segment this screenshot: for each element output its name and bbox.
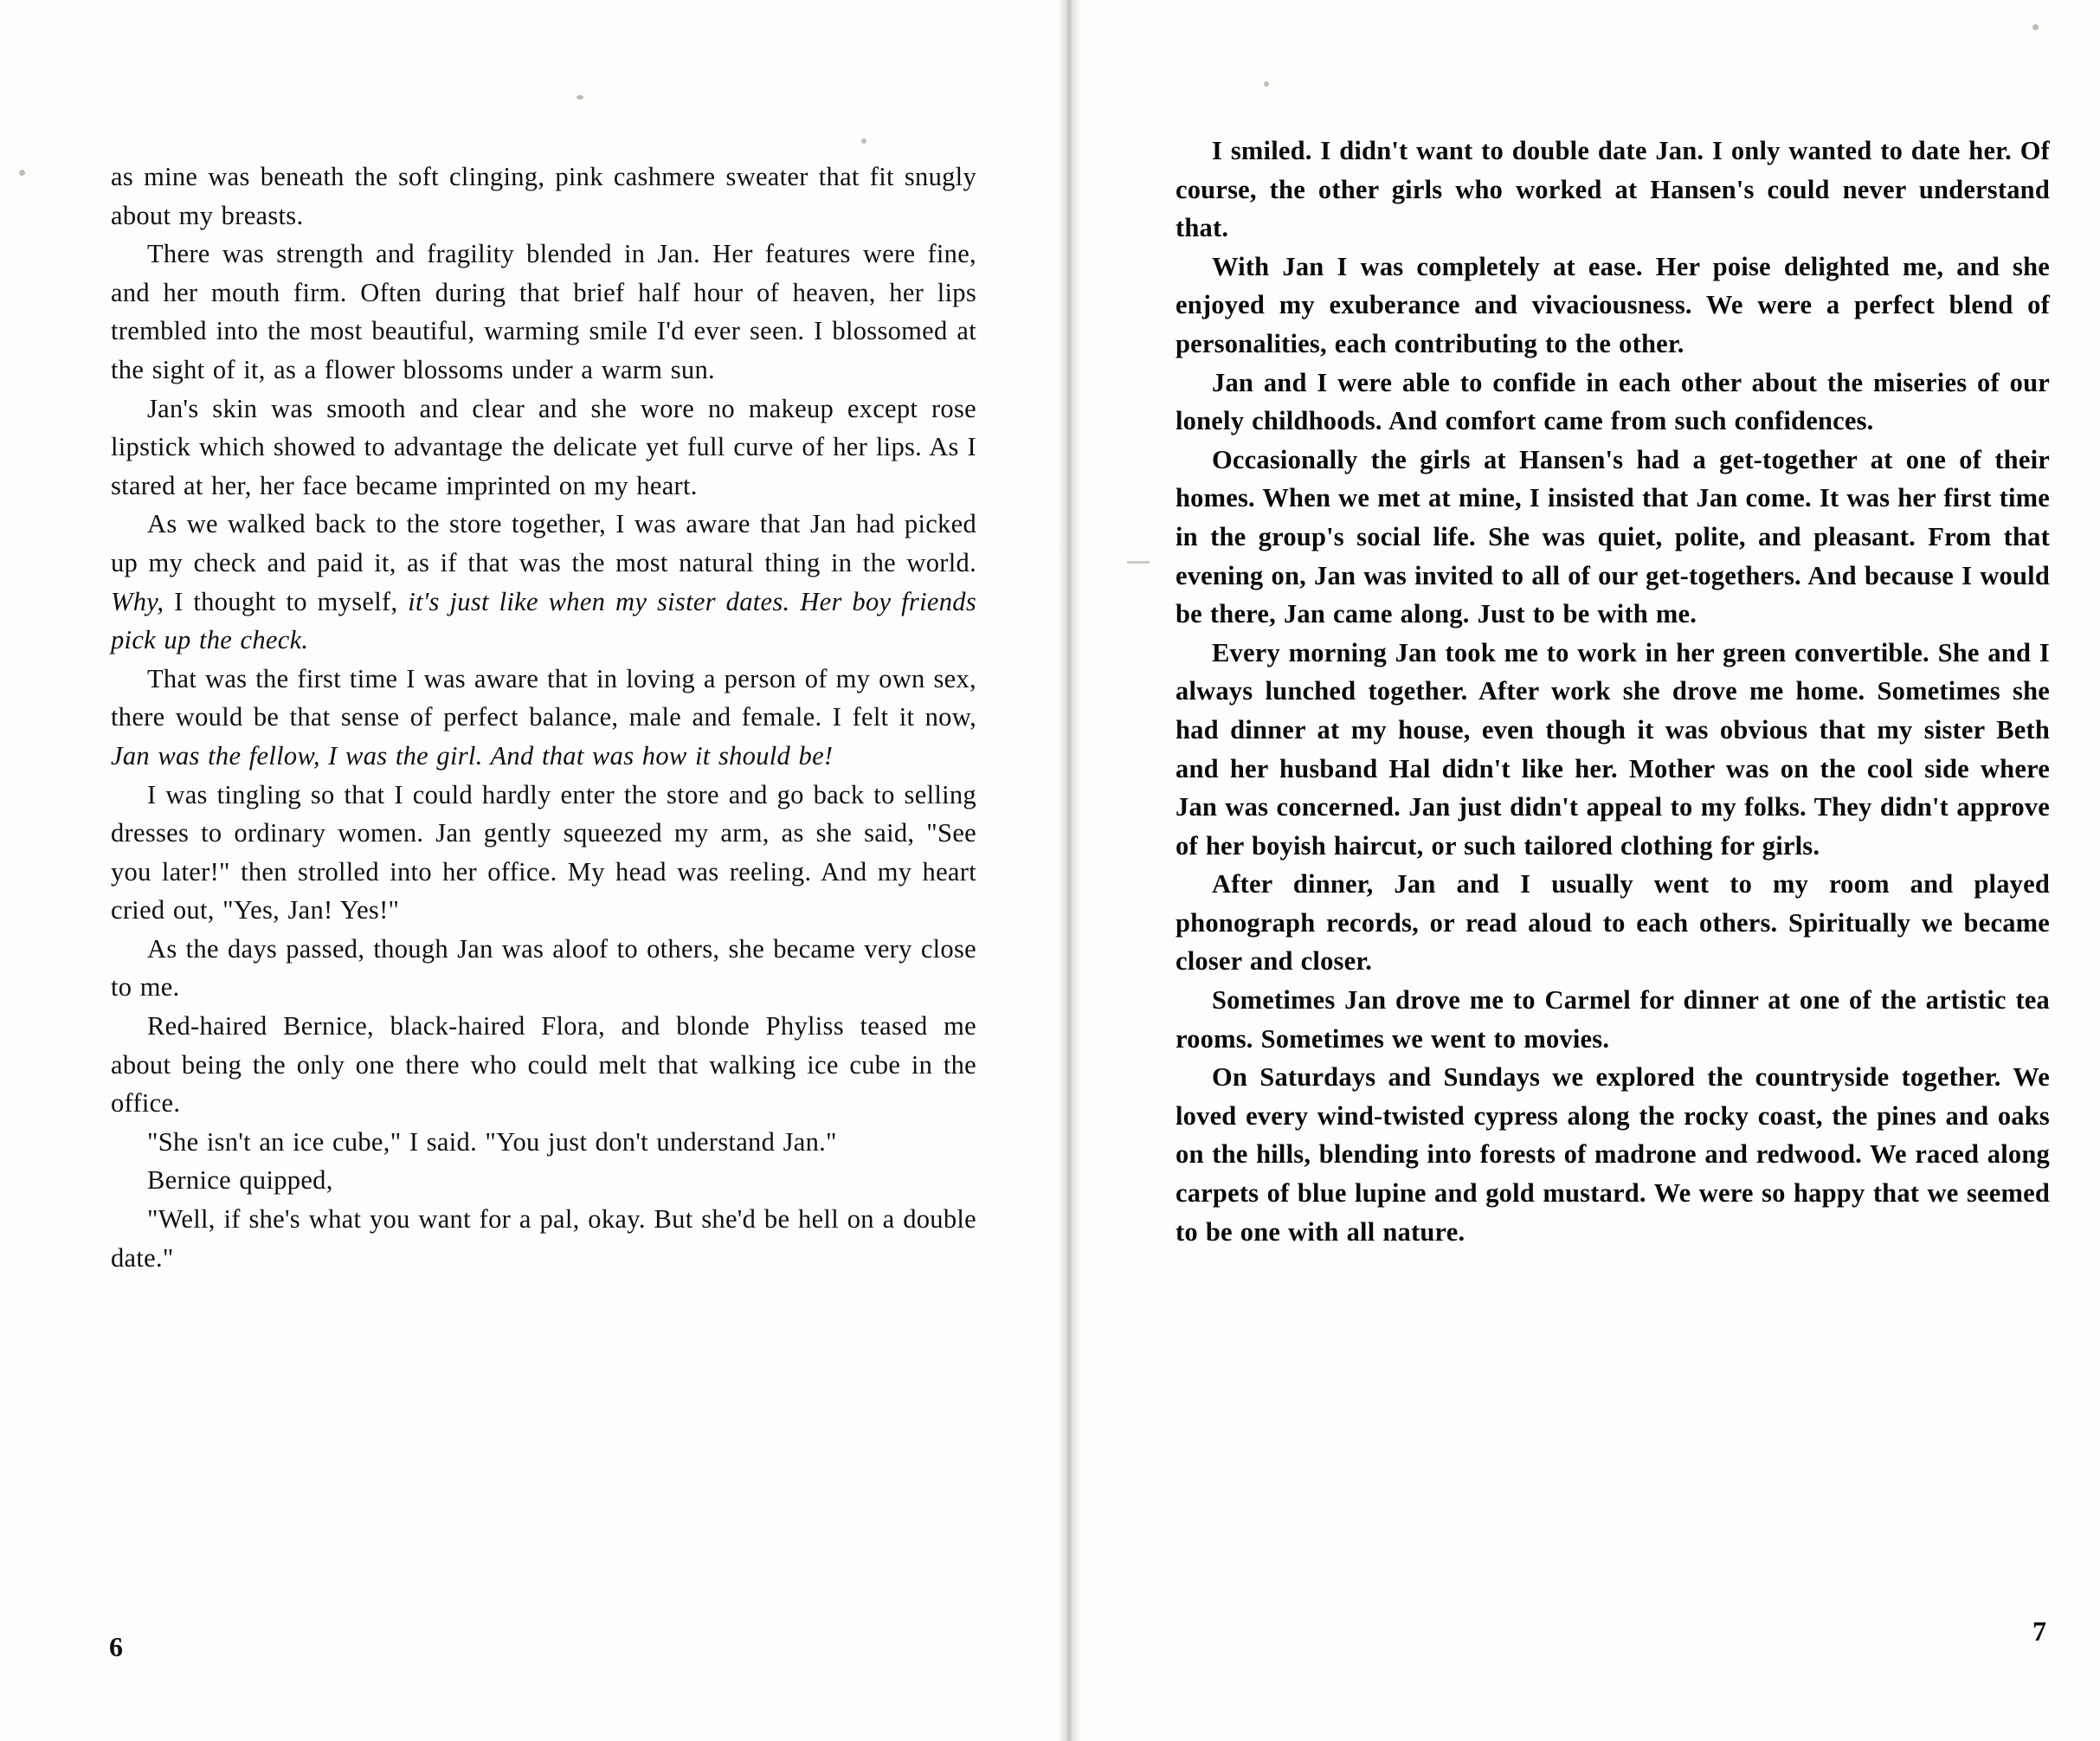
- paragraph: "Well, if she's what you want for a pal, okay. But she'd be hell on a double date.": [111, 1204, 976, 1273]
- paragraph: Sometimes Jan drove me to Carmel for dinner at one of the artistic tea rooms. Sometimes we went to movies.: [1176, 985, 2050, 1054]
- book-page-right: [1080, 0, 2100, 1741]
- paragraph: Jan's skin was smooth and clear and she wore no makeup except rose lipstick which showed to advantage the delicate yet full curve of her lips. As I stared at her, her face became imprinted on my heart.: [111, 393, 976, 500]
- paragraph: There was strength and fragility blended in Jan. Her features were fine, and her mouth firm. Often during that brief half hour of heaven, her lips trembled into the most beautiful, warming smile I'd ever seen. I blossomed at the sight of it, as a flower blossoms under a warm sun.: [111, 239, 976, 384]
- paragraph: Red-haired Bernice, black-haired Flora, and blonde Phyliss teased me about being the only one there who could melt that walking ice cube in the office.: [111, 1011, 976, 1119]
- paragraph: I was tingling so that I could hardly enter the store and go back to selling dresses to ordinary women. Jan gently squeezed my arm, as she said, "See you later!" then strolled into her office. My head was reeling. And my heart cried out, "Yes, Jan! Yes!": [111, 779, 976, 925]
- paragraph: As we walked back to the store together, I was aware that Jan had picked up my check and paid it, as if that was the most natural thing in the world. Why, I thought to myself, it's just like when my sister dates. Her boy friends pick up the check.: [111, 509, 976, 655]
- paragraph: Every morning Jan took me to work in her green convertible. She and I always lunched together. After work she drove me home. Sometimes she had dinner at my house, even though it was obvious that my sister Beth and her husband Hal didn't like her. Mother was on the cool side where Jan was concerned. Jan just didn't appeal to my folks. They didn't approve of her boyish haircut, or such tailored clothing for girls.: [1176, 637, 2050, 861]
- paragraph: "She isn't an ice cube," I said. "You just don't understand Jan.": [147, 1126, 837, 1157]
- paragraph: As the days passed, though Jan was aloof to others, she became very close to me.: [111, 933, 976, 1003]
- paragraph: On Saturdays and Sundays we explored the countryside together. We loved every wind-twisted cypress along the rocky coast, the pines and oaks on the hills, blending into forests of madrone and redwood. We raced along carpets of blue lupine and gold mustard. We were so happy that we seemed to be one with all nature.: [1176, 1062, 2050, 1247]
- page-body-text-right: [1176, 132, 2050, 1251]
- book-gutter-shadow: [1058, 0, 1080, 1741]
- paragraph: Bernice quipped,: [147, 1165, 333, 1196]
- paragraph: That was the first time I was aware that in loving a person of my own sex, there would be that sense of perfect balance, male and female. I felt it now, Jan was the fellow, I was the girl. And that was how it should be!: [111, 663, 976, 771]
- paragraph: Occasionally the girls at Hansen's had a get-together at one of their homes. When we met at mine, I insisted that Jan come. It was her first time in the group's social life. She was quiet, polite, and pleasant. From that evening on, Jan was invited to all of our get-togethers. And because I would be there, Jan came along. Just to be with me.: [1176, 444, 2050, 629]
- page-number-left: 6: [109, 1631, 123, 1662]
- page-body-text-left: [111, 158, 976, 1277]
- page-number-right: 7: [2032, 1615, 2046, 1647]
- paragraph: Jan and I were able to confide in each other about the miseries of our lonely childhoods. And comfort came from such confidences.: [1176, 367, 2050, 436]
- paragraph: I smiled. I didn't want to double date Jan. I only wanted to date her. Of course, the other girls who worked at Hansen's could never understand that.: [1176, 136, 2050, 243]
- paragraph: as mine was beneath the soft clinging, pink cashmere sweater that fit snugly about my breasts.: [111, 162, 976, 230]
- paragraph: After dinner, Jan and I usually went to my room and played phonograph records, or read aloud to each others. Spiritually we became closer and closer.: [1176, 869, 2050, 977]
- paragraph: With Jan I was completely at ease. Her poise delighted me, and she enjoyed my exuberance and vivaciousness. We were a perfect blend of personalities, each contributing to the other.: [1176, 251, 2050, 358]
